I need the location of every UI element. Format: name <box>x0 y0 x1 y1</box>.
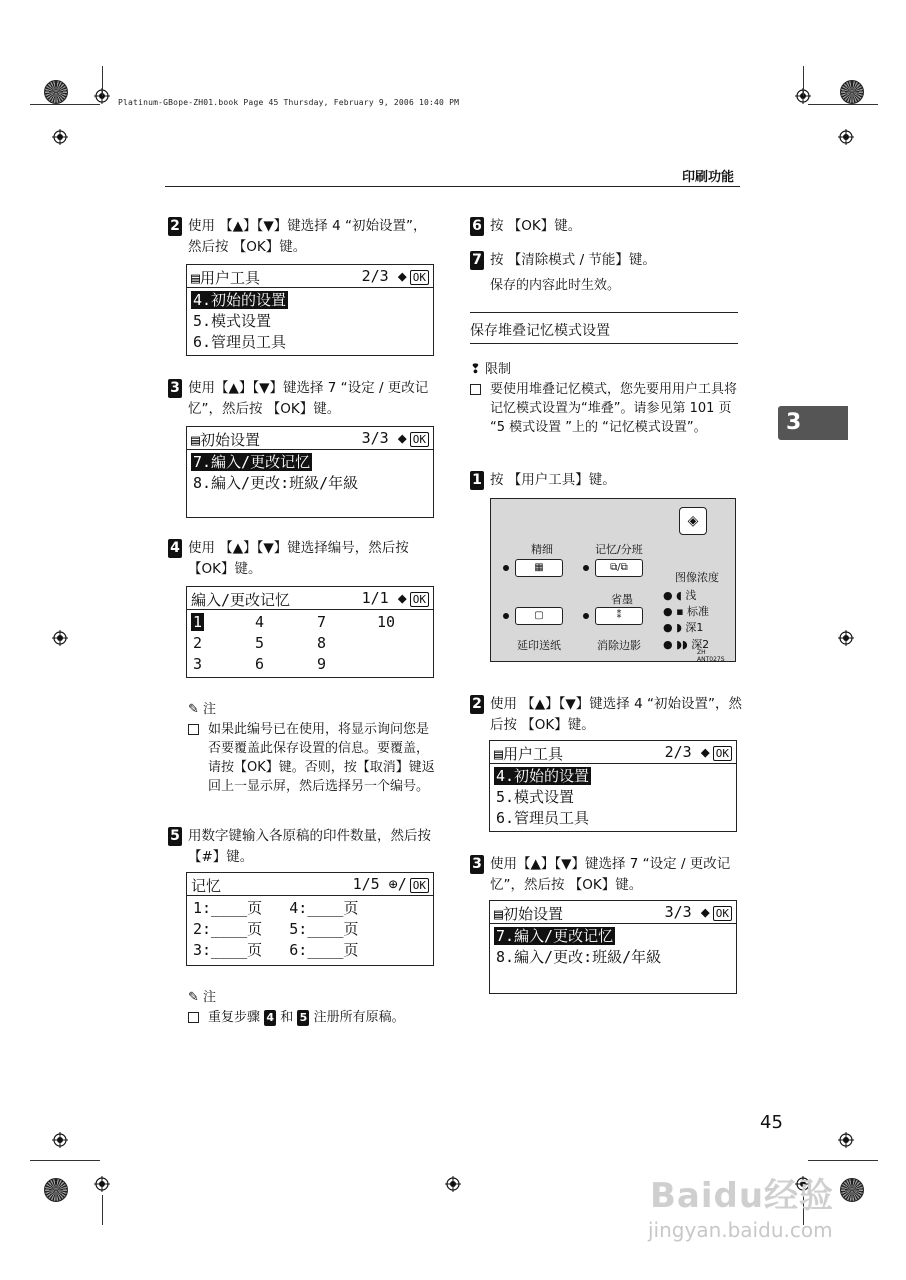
lcd-title: ▤用户工具 <box>191 269 261 287</box>
fine-label: 精细 <box>531 543 553 556</box>
registration-mark-icon <box>838 630 854 646</box>
delay-feed-label: 延印送纸 <box>517 639 561 652</box>
step-number: 2 <box>168 217 182 236</box>
step-mark-icon: 5 <box>297 1010 309 1026</box>
crop-mark <box>30 104 100 105</box>
memory-sort-label: 记忆/分班 <box>595 543 643 556</box>
ok-key-icon: OK <box>410 592 429 607</box>
registration-mark-icon <box>52 630 68 646</box>
step-mark-icon: 4 <box>264 1010 276 1026</box>
limit-heading: ❢ 限制 <box>470 362 512 377</box>
lcd-user-tools <box>186 264 434 356</box>
program-number-5[interactable]: 5 <box>255 634 265 652</box>
density-light: ● ◖ 浅 <box>663 589 697 602</box>
step-subtext: 保存的内容此时生效。 <box>490 278 621 293</box>
delay-feed-button[interactable]: ▢ <box>515 607 563 625</box>
crop-mark <box>803 66 804 96</box>
lcd-row-selected[interactable]: 7.編入/更改记忆 <box>193 453 311 471</box>
lcd-row[interactable]: 6.管理员工具 <box>496 809 590 827</box>
program-number-10[interactable]: 10 <box>377 613 396 631</box>
figure-code: ZH ANT027S <box>697 649 725 663</box>
note-item: 如果此编号已在使用，将显示询问您是否要覆盖此保存设置的信息。要覆盖，请按【OK】键。否则，按【取消】键返回上一显示屏，然后选择另一个编号。 <box>188 720 438 796</box>
limit-item: 要使用堆叠记忆模式，您先要用用户工具将记忆模式设置为“堆叠”。请参见第 101 页 “5 模式设置 ”上的 “记忆模式设置”。 <box>470 380 740 437</box>
step-text: 按 【OK】键。 <box>490 218 582 234</box>
lcd-title: 记忆 <box>191 877 222 895</box>
image-density-label: 图像浓度 <box>675 571 719 584</box>
note-heading: ✎ 注 <box>188 702 217 717</box>
registration-mark-icon <box>838 1132 854 1148</box>
section-rule <box>470 312 738 313</box>
step-number: 1 <box>470 471 484 490</box>
step-3-right <box>470 854 742 896</box>
lcd-page: 3/3 ◆ OK <box>362 429 429 447</box>
color-rosette-bottom-left <box>44 1178 68 1202</box>
indicator-dot <box>503 565 509 571</box>
chapter-tab: 3 <box>778 406 848 440</box>
lcd-row-selected[interactable]: 4.初始的设置 <box>496 767 590 785</box>
step-2-left <box>168 216 438 258</box>
step-text: 使用【▲】【▼】键选择 7 “设定 / 更改记忆”，然后按 【OK】键。 <box>188 380 429 417</box>
crop-mark <box>102 1195 103 1225</box>
crop-mark <box>808 1160 878 1161</box>
lcd-page: 3/3 ◆ OK <box>665 903 732 921</box>
ok-key-icon: OK <box>410 432 429 447</box>
step-number: 3 <box>470 855 484 874</box>
program-number-8[interactable]: 8 <box>317 634 327 652</box>
color-rosette-top-left <box>44 80 68 104</box>
lcd-row[interactable]: 5.模式设置 <box>193 312 272 330</box>
lcd-row-selected[interactable]: 7.編入/更改记忆 <box>496 927 614 945</box>
user-tools-key-icon[interactable]: ◈ <box>679 507 707 535</box>
lcd-title: ▤用户工具 <box>494 745 564 763</box>
lcd-user-tools <box>489 740 737 832</box>
page-number: 45 <box>760 1112 783 1133</box>
program-number-9[interactable]: 9 <box>317 655 327 673</box>
toner-save-button[interactable]: ⁑ <box>595 607 643 625</box>
exclamation-icon: ❢ <box>470 362 481 377</box>
step-3-left <box>168 378 438 420</box>
color-rosette-top-right <box>840 80 864 104</box>
lcd-initial-settings <box>489 900 737 994</box>
pencil-note-icon: ✎ <box>188 702 199 717</box>
lcd-initial-settings <box>186 426 434 518</box>
ok-key-icon: OK <box>410 878 429 893</box>
control-panel-illustration <box>490 498 736 662</box>
checkbox-bullet-icon <box>188 1012 199 1023</box>
lcd-row[interactable]: 6.管理员工具 <box>193 333 287 351</box>
step-4-left <box>168 538 438 580</box>
quantity-row[interactable]: 2:____页 5:____页 <box>193 920 359 938</box>
note-heading: ✎ 注 <box>188 990 217 1005</box>
density-normal: ● ▪ 标准 <box>663 605 710 618</box>
density-dark-1: ● ◗ 深1 <box>663 621 704 634</box>
lcd-row[interactable]: 8.編入/更改:班級/年級 <box>496 948 662 966</box>
pencil-note-icon: ✎ <box>188 990 199 1005</box>
indicator-dot <box>583 565 589 571</box>
watermark-brand: Baidu经验 <box>650 1176 835 1216</box>
registration-mark-icon <box>52 1132 68 1148</box>
step-number: 4 <box>168 539 182 558</box>
registration-mark-icon <box>838 129 854 145</box>
step-text: 使用 【▲】【▼】键选择编号，然后按 【OK】键。 <box>188 540 409 577</box>
step-number: 5 <box>168 827 182 846</box>
registration-mark-icon <box>445 1176 461 1192</box>
running-head: 印刷功能 <box>682 170 735 185</box>
step-number: 2 <box>470 695 484 714</box>
watermark-url: jingyan.baidu.com <box>648 1218 833 1242</box>
color-rosette-bottom-right <box>840 1178 864 1202</box>
program-number-4[interactable]: 4 <box>255 613 265 631</box>
note-item: 重复步骤 4 和 5 注册所有原稿。 <box>188 1008 448 1027</box>
program-number-7[interactable]: 7 <box>317 613 327 631</box>
book-file-line: Platinum-GBope-ZH01.book Page 45 Thursday, February 9, 2006 10:40 PM <box>118 98 460 107</box>
lcd-page: 1/1 ◆ OK <box>362 589 429 607</box>
crop-mark <box>808 104 878 105</box>
step-5-left <box>168 826 440 868</box>
lcd-memory-quantity <box>186 872 434 966</box>
step-2-right <box>470 694 742 736</box>
step-text: 按 【清除模式 / 节能】键。 <box>490 252 656 268</box>
lcd-row-selected[interactable]: 4.初始的设置 <box>193 291 287 309</box>
step-text: 使用【▲】【▼】键选择 7 “设定 / 更改记忆”，然后按 【OK】键。 <box>490 856 731 893</box>
program-number-3[interactable]: 3 <box>193 655 203 673</box>
toner-save-label: 省墨 <box>611 593 633 606</box>
indicator-dot <box>583 613 589 619</box>
crop-mark <box>30 1160 100 1161</box>
step-number: 7 <box>470 251 484 270</box>
memory-sort-button[interactable]: ⧉/⧉ <box>595 559 643 577</box>
quantity-row[interactable]: 1:____页 4:____页 <box>193 899 359 917</box>
ok-key-icon: OK <box>713 906 732 921</box>
crop-mark <box>102 66 103 96</box>
lcd-page: 2/3 ◆ OK <box>665 743 732 761</box>
step-text: 使用 【▲】【▼】键选择 4 “初始设置”，然后按 【OK】键。 <box>188 218 427 255</box>
registration-mark-icon <box>52 129 68 145</box>
section-rule <box>470 343 738 344</box>
lcd-page: 2/3 ◆ OK <box>362 267 429 285</box>
registration-mark-icon <box>94 1176 110 1192</box>
program-number-1[interactable]: 1 <box>193 613 203 631</box>
checkbox-bullet-icon <box>188 724 199 735</box>
quantity-row[interactable]: 3:____页 6:____页 <box>193 941 359 959</box>
step-number: 3 <box>168 379 182 398</box>
lcd-page: 1/5 ⊕/ OK <box>353 875 429 893</box>
step-text: 使用 【▲】【▼】键选择 4 “初始设置”，然后按 【OK】键。 <box>490 696 742 733</box>
indicator-dot <box>503 613 509 619</box>
step-1-right <box>470 470 740 491</box>
lcd-title: ▤初始设置 <box>191 431 261 449</box>
checkbox-bullet-icon <box>470 384 481 395</box>
lcd-title: ▤初始设置 <box>494 905 564 923</box>
step-7-right <box>470 250 740 296</box>
fine-button[interactable]: ▦ <box>515 559 563 577</box>
step-text: 用数字键输入各原稿的印件数量，然后按 【#】键。 <box>188 828 431 865</box>
ok-key-icon: OK <box>713 746 732 761</box>
program-number-2[interactable]: 2 <box>193 634 203 652</box>
ok-key-icon: OK <box>410 270 429 285</box>
lcd-row[interactable]: 5.模式设置 <box>496 788 575 806</box>
erase-border-label: 消除边影 <box>597 639 641 652</box>
header-rule <box>165 186 740 187</box>
step-number: 6 <box>470 217 484 236</box>
lcd-program-number <box>186 586 434 678</box>
step-text: 按 【用户工具】键。 <box>490 472 616 488</box>
lcd-title: 編入/更改记忆 <box>191 591 291 609</box>
step-6-right <box>470 216 740 237</box>
section-title: 保存堆叠记忆模式设置 <box>470 323 610 339</box>
density-dark-2: ● ◗◗ 深2 <box>663 638 710 651</box>
lcd-row[interactable]: 8.編入/更改:班級/年級 <box>193 474 359 492</box>
program-number-6[interactable]: 6 <box>255 655 265 673</box>
